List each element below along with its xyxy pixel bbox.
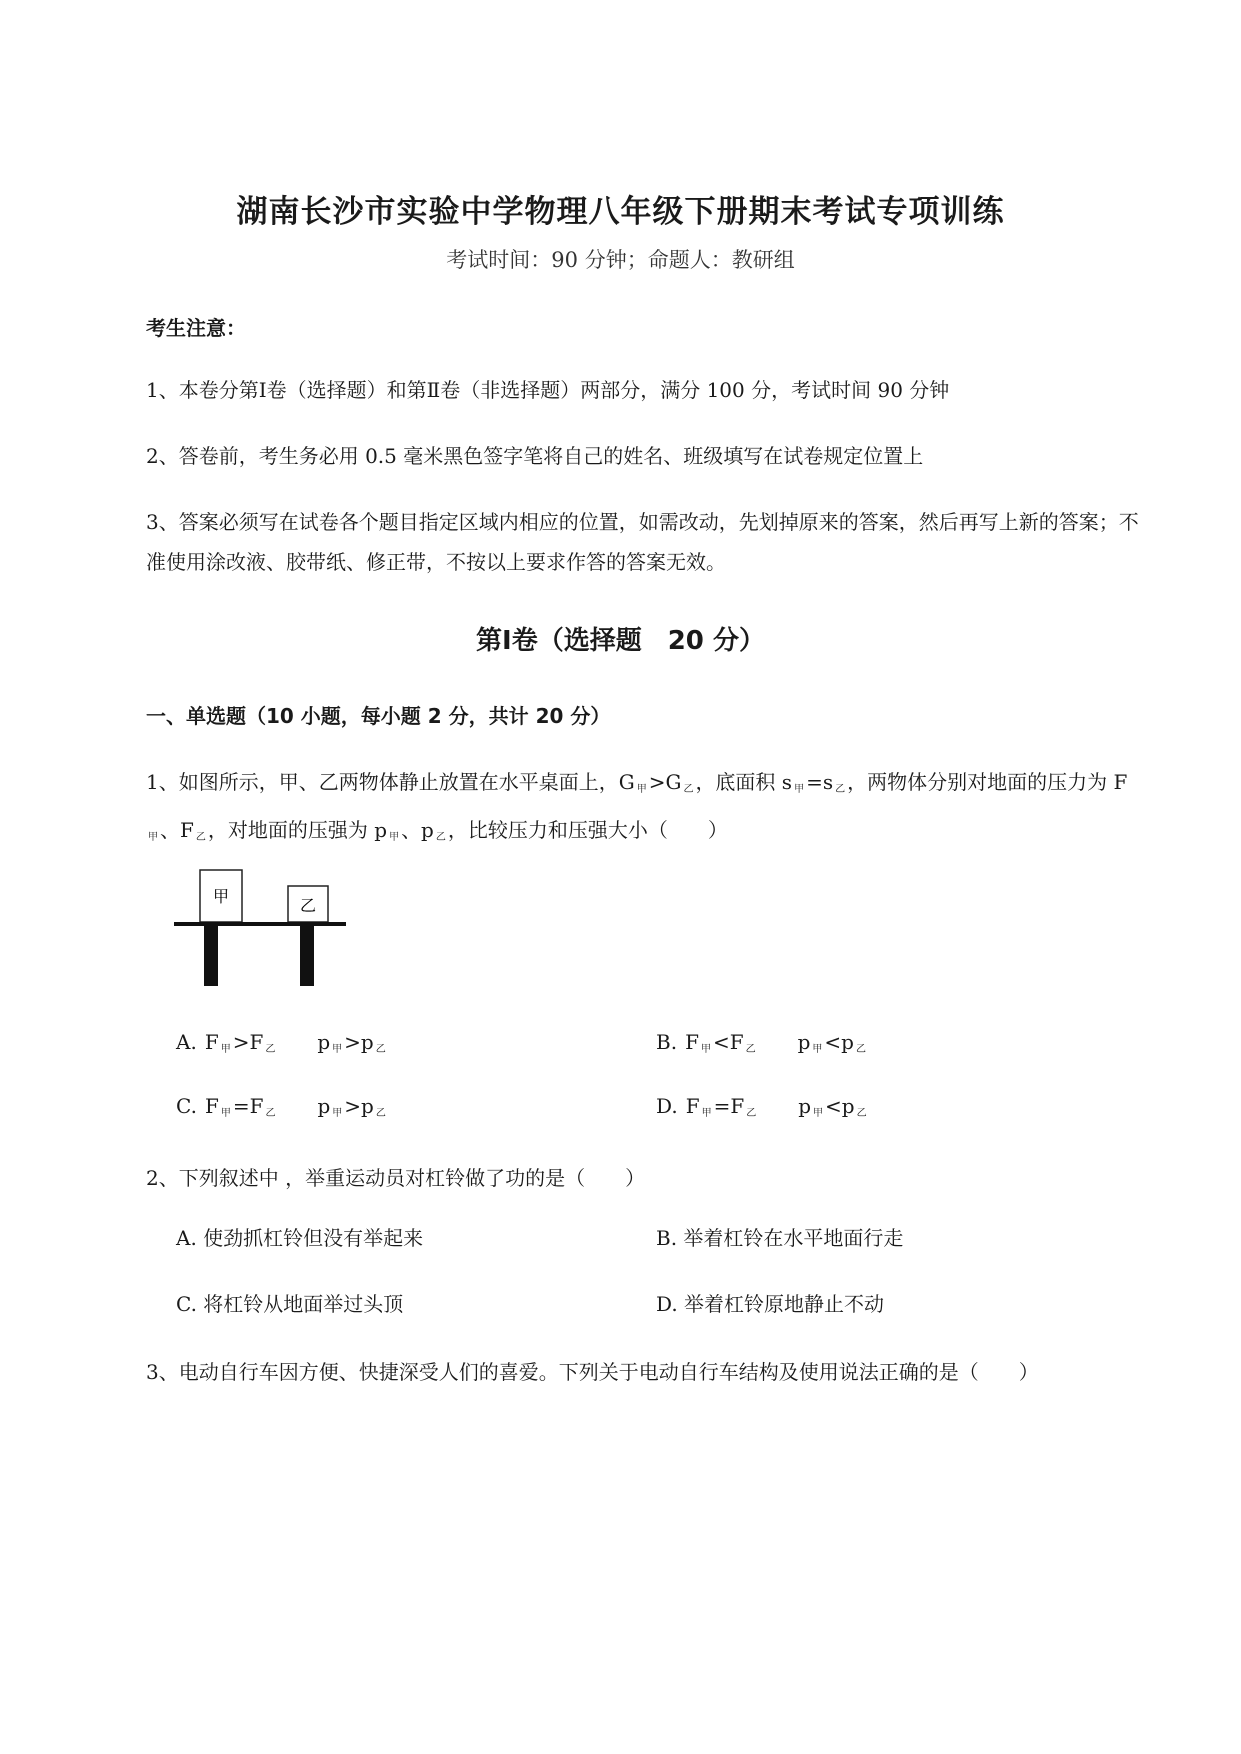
notice-item-2: 2、答卷前，考生务必用 0.5 毫米黑色签字笔将自己的姓名、班级填写在试卷规定位置上: [146, 444, 924, 468]
exam-title: 湖南长沙市实验中学物理八年级下册期末考试专项训练: [236, 194, 1005, 230]
table-leg-left: [204, 926, 218, 986]
question-1-option-a[interactable]: A. F $_甲$ >F $_乙$ p $_甲$ >p $_乙$: [176, 1030, 386, 1055]
question-2-option-a[interactable]: A. 使劲抓杠铃但没有举起来: [176, 1226, 424, 1250]
notice-heading: 考生注意：: [146, 316, 246, 340]
question-1-text: 1、如图所示，甲、乙两物体静止放置在水平桌面上，G $_甲$ >G $_乙$ ，底面积 s $_甲$ =s $_乙$ ，两物体分别对地面的压力为 $F_甲$ 、F $_乙$ ，对地面的压强为 p $_甲$ 、p $_乙$ ，比较压力和压强大小（ ）: [146, 770, 1128, 843]
question-group-heading: 一、单选题（10 小题，每小题 2 分，共计 20 分）: [146, 704, 611, 728]
question-1-option-b[interactable]: B. F $_甲$ <F $_乙$ p $_甲$ <p $_乙$: [656, 1030, 866, 1055]
notice-item-3: 3、答案必须写在试卷各个题目指定区域内相应的位置，如需改动，先划掉原来的答案，然后再写上新的答案；不准使用涂改液、胶带纸、修正带，不按以上要求作答的答案无效。: [146, 510, 1139, 574]
block-yi-label: 乙: [299, 896, 317, 915]
question-2-option-d[interactable]: D. 举着杠铃原地静止不动: [656, 1292, 885, 1316]
question-3-text: 3、电动自行车因方便、快捷深受人们的喜爱。下列关于电动自行车结构及使用说法正确的是（ ）: [146, 1360, 1039, 1384]
question-2-option-b[interactable]: B. 举着杠铃在水平地面行走: [656, 1226, 904, 1250]
notice-item-1: 1、本卷分第Ⅰ卷（选择题）和第Ⅱ卷（非选择题）两部分，满分 100 分，考试时间 90 分钟: [146, 378, 950, 402]
question-2-option-c[interactable]: C. 将杠铃从地面举过头顶: [176, 1292, 404, 1316]
question-1-option-d[interactable]: D. F $_甲$ =F $_乙$ p $_甲$ <p $_乙$: [656, 1094, 867, 1119]
question-1-option-c[interactable]: C. F $_甲$ =F $_乙$ p $_甲$ >p $_乙$: [176, 1094, 386, 1119]
question-1-figure: [172, 868, 352, 992]
exam-subtitle: 考试时间：90 分钟；命题人：教研组: [446, 248, 795, 272]
block-jia-label: 甲: [212, 887, 230, 906]
table-top: [174, 922, 346, 926]
question-2-text: 2、下列叙述中 ，举重运动员对杠铃做了功的是（ ）: [146, 1166, 646, 1190]
table-leg-right: [300, 926, 314, 986]
section-title: 第Ⅰ卷（选择题 20 分）: [476, 626, 765, 656]
